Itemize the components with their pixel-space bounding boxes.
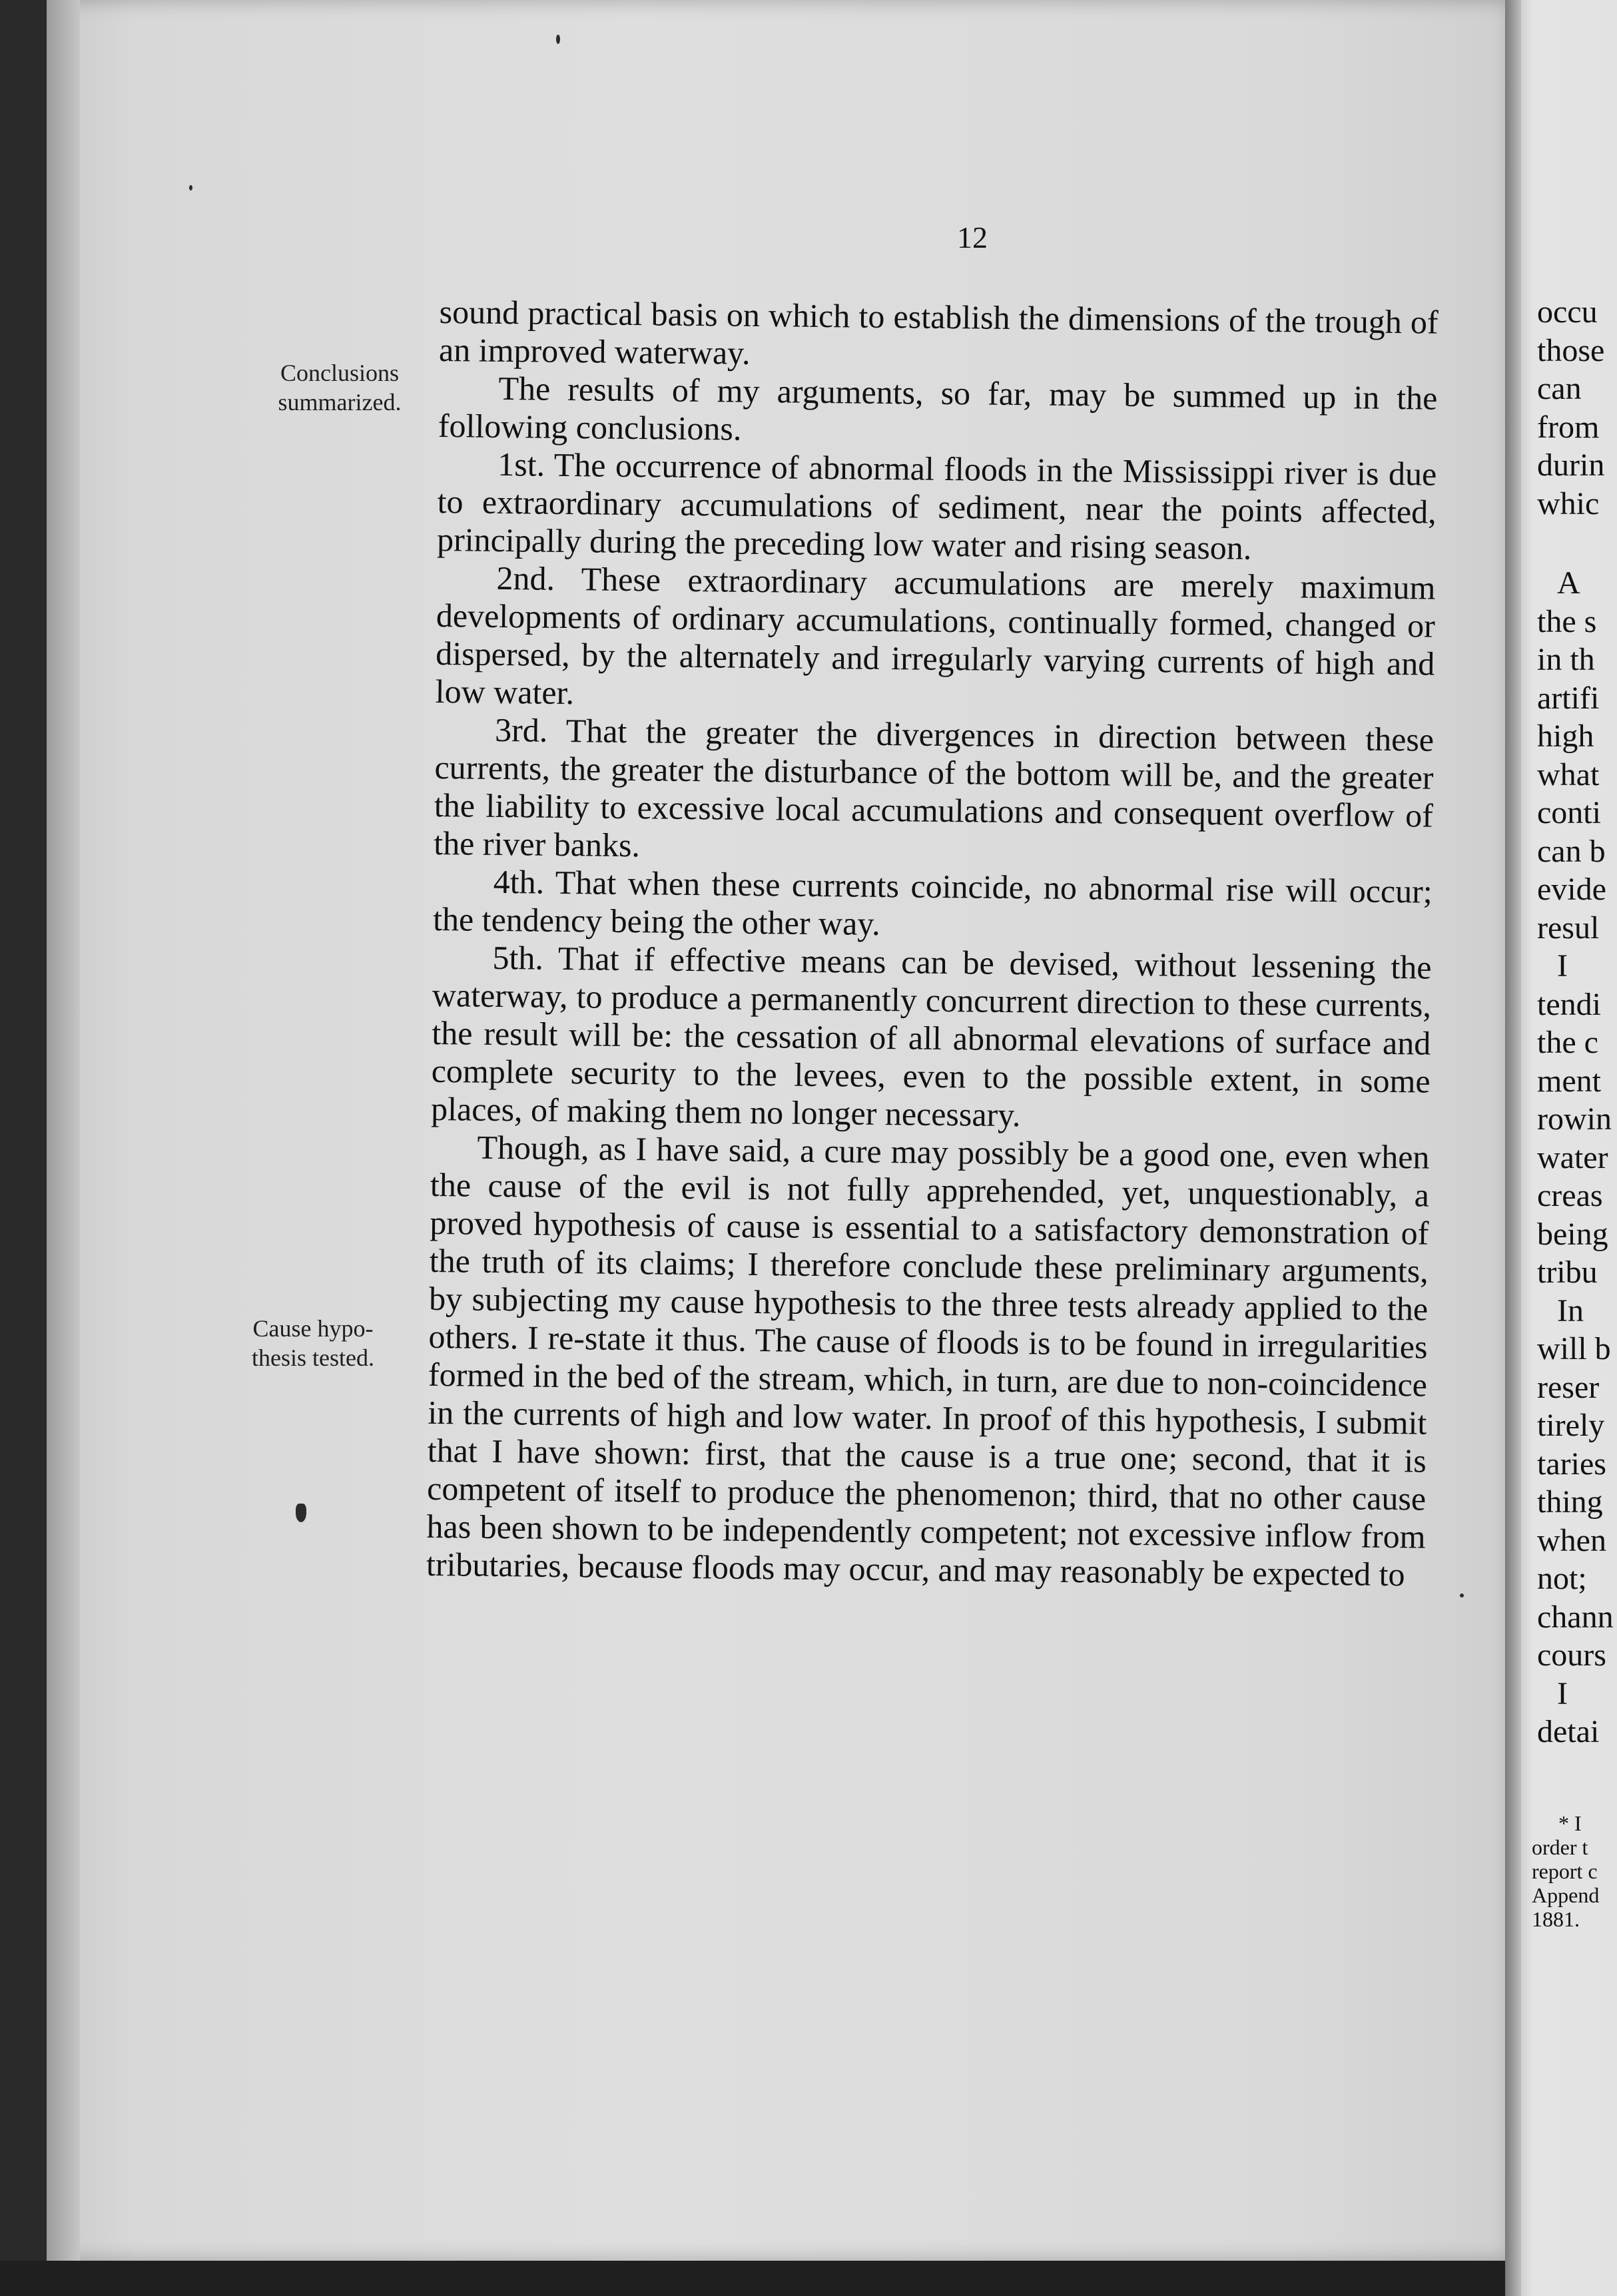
margin-note-line: summarized. (278, 389, 402, 416)
facing-page-footnote-line: Append (1532, 1883, 1600, 1907)
facing-page-footnote-line: order t (1532, 1835, 1588, 1859)
paragraph-results: The results of my arguments, so far, may be summed up in the following conclusions. (438, 369, 1438, 447)
scan-speck (1460, 1593, 1464, 1597)
facing-page-line: resul (1537, 910, 1600, 946)
facing-page-line: those (1537, 332, 1605, 368)
facing-page-line: being (1537, 1216, 1608, 1252)
facing-page-line: high (1537, 718, 1594, 754)
facing-page-line: taries (1537, 1446, 1606, 1482)
facing-page-line: creas (1537, 1178, 1603, 1213)
facing-page-line: I (1557, 1675, 1568, 1711)
facing-page-line: I (1557, 948, 1568, 984)
facing-page-line: artifi (1537, 680, 1600, 716)
facing-page-line: what (1537, 756, 1600, 792)
paragraph-conclusion-1: 1st. The occurrence of abnormal floods in the Mississippi river is due to extraordinary accumulations of sediment, near the points affected, principally during the preceding low water and rising season. (436, 445, 1437, 567)
facing-page-line: tribu (1537, 1255, 1598, 1290)
scan-speck (556, 35, 560, 44)
facing-page-footnote-line: report c (1532, 1859, 1598, 1883)
scan-speck (189, 185, 192, 190)
facing-page-line: not; (1537, 1561, 1587, 1596)
facing-page-line: cours (1537, 1637, 1606, 1673)
facing-page-line: will b (1537, 1331, 1611, 1366)
facing-page-line: from (1537, 409, 1600, 445)
facing-page-line: tendi (1537, 986, 1601, 1022)
facing-page-footnote-line: 1881. (1532, 1907, 1580, 1931)
facing-page-line: can b (1537, 833, 1606, 869)
facing-page-line: rowin (1537, 1101, 1612, 1137)
paragraph-conclusion-4: 4th. That when these currents coincide, no abnormal rise will occur; the tendency being the other way. (432, 862, 1433, 942)
facing-page-line: ment (1537, 1063, 1601, 1099)
facing-page-line: In (1557, 1292, 1584, 1328)
page-fold-shadow (1505, 0, 1521, 2296)
paragraph-conclusion-2: 2nd. These extraordinary accumulations are merely maximum developments of ordinary accumulations, continually formed, changed or dispersed, by the alternately and irregularly varying currents of high and low water. (435, 559, 1436, 712)
scan-speck (296, 1504, 306, 1522)
margin-note-line: Conclusions (280, 360, 399, 386)
scan-bottom-edge (0, 2261, 1505, 2296)
facing-page-line: occu (1537, 294, 1598, 330)
facing-page-line: water (1537, 1139, 1608, 1175)
facing-page-line: reser (1537, 1369, 1600, 1405)
body-text (426, 293, 1439, 1594)
paragraph-conclusion-3: 3rd. That the greater the divergences in direction between these currents, the greater the disturbance of the bottom will be, and the greater the liability to excessive local accumulations and consequent overflow of the river banks. (434, 711, 1435, 864)
paragraph-continuation: sound practical basis on which to establish the dimensions of the trough of an improved waterway. (438, 293, 1439, 372)
facing-page-gap (1537, 523, 1617, 564)
facing-page-line: the c (1537, 1025, 1598, 1060)
facing-page-text (1537, 293, 1617, 1751)
margin-note-cause-hypothesis (230, 1314, 396, 1372)
facing-page-line: A (1557, 565, 1580, 601)
facing-page-line: in th (1537, 642, 1595, 677)
facing-page-line: chann (1537, 1599, 1614, 1635)
facing-page (1505, 0, 1617, 2296)
facing-page-footnote (1532, 1811, 1617, 1931)
facing-page-line: tirely (1537, 1408, 1605, 1443)
facing-page-line: whic (1537, 485, 1600, 521)
facing-page-line: conti (1537, 795, 1601, 830)
facing-page-line: can (1537, 371, 1582, 406)
facing-page-footnote-line: * I (1558, 1811, 1582, 1835)
binding-shadow (47, 0, 80, 2261)
facing-page-line: evide (1537, 872, 1606, 907)
margin-note-line: thesis tested. (252, 1344, 374, 1371)
paragraph-conclusion-5: 5th. That if effective means can be devised, without lessening the waterway, to produce a permanently concurrent direction to these currents, the result will be: the cessation of all abnormal elevations of surface and complete security to the levees, even to the possible extent, in some places, of making them no longer necessary. (430, 938, 1432, 1134)
facing-page-line: durin (1537, 447, 1605, 483)
facing-page-line: thing (1537, 1484, 1603, 1520)
page-number: 12 (957, 220, 988, 254)
facing-page-line: when (1537, 1522, 1606, 1558)
margin-note-line: Cause hypo- (252, 1315, 374, 1342)
scan-speck (20, 1798, 23, 1805)
facing-page-line: the s (1537, 603, 1597, 639)
paragraph-cause-hypothesis: Though, as I have said, a cure may possibly be a good one, even when the cause of the evil is not fully apprehended, yet, unquestionably, a proved hypothesis of cause is essential to a satisfactory demonstration of the truth of its claims; I therefore conclude these preliminary arguments, by subjecting my cause hypothesis to the three tests already applied to the others. I re-state it thus. The cause of floods is to be found in irregularities formed in the bed of the stream, which, in turn, are due to non-coincidence in the currents of high and low water. In proof of this hypothesis, I submit that I have shown: first, that the cause is a true one; second, that it is competent of itself to produce the phenomenon; third, that no other cause has been shown to be independently competent; not excessive inflow from tributaries, because floods may occur, and may reasonably be expected to (426, 1128, 1430, 1593)
facing-page-line: detai (1537, 1714, 1600, 1749)
margin-note-conclusions (256, 358, 423, 417)
